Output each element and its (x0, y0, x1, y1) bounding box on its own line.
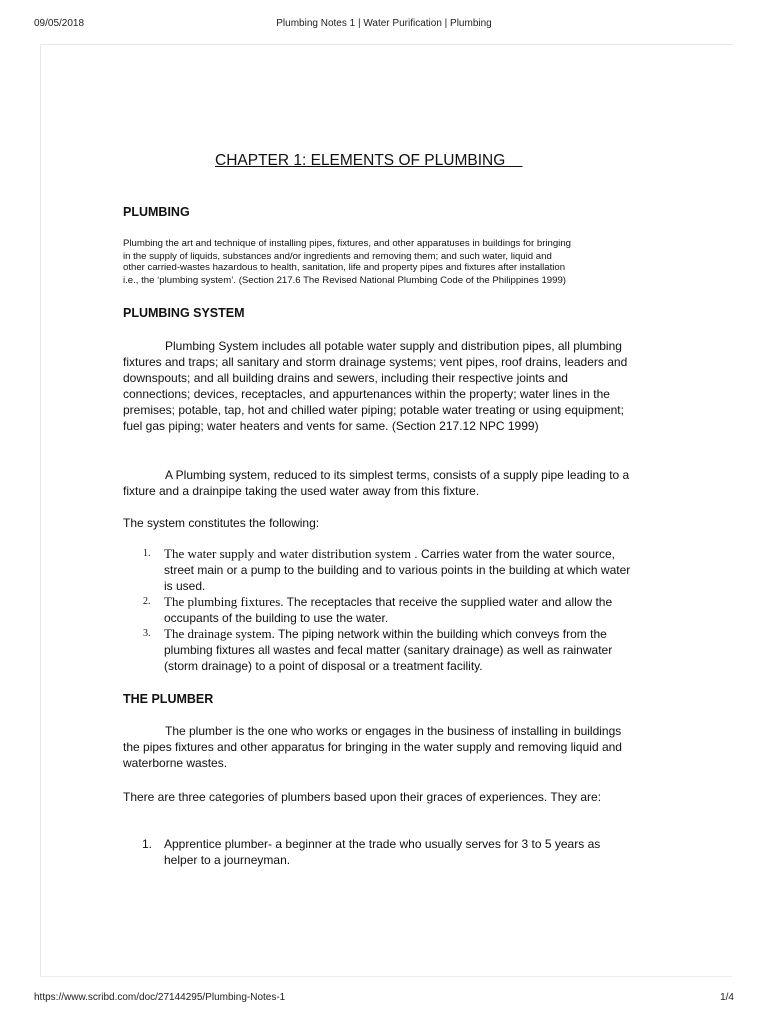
system-constitutes-text: The system constitutes the following: (123, 516, 320, 530)
chapter-title: CHAPTER 1: ELEMENTS OF PLUMBING (215, 152, 523, 169)
plumber-definition-paragraph: The plumber is the one who works or engages in the business of installing in buildings the pipes fixtures and other apparatus for bringing in the water supply and removing liquid and waterborne wastes. (123, 724, 622, 770)
system-components-list (123, 546, 633, 674)
list-text: The receptacles that receive the supplied water and allow the occupants of the building to use the water. (164, 595, 613, 625)
list-text: The piping network within the building which conveys from the plumbing fixtures all wastes and fecal matter (sanitary drainage) as well as rainwater (storm drainage) to a point of disposal or a treatment facility. (164, 627, 613, 673)
print-page-title: Plumbing Notes 1 | Water Purification | Plumbing (276, 18, 492, 29)
list-item (123, 836, 633, 868)
list-marker: 2. (143, 596, 151, 607)
list-item (123, 626, 633, 674)
plumber-categories-paragraph: There are three categories of plumbers based upon their graces of experiences. They are: (123, 790, 602, 804)
page-number: 1/4 (720, 992, 734, 1003)
list-item (123, 546, 633, 594)
definition-line: other carried-wastes hazardous to health, sanitation, life and property pipes and fixtures after installation (123, 262, 566, 273)
list-term: The drainage system. (164, 626, 275, 641)
list-marker: 1. (143, 548, 151, 559)
print-url: https://www.scribd.com/doc/27144295/Plumbing-Notes-1 (34, 992, 286, 1003)
heading-plumbing-system: PLUMBING SYSTEM (123, 306, 245, 320)
definition-line: i.e., the ‘plumbing system’. (Section 217.6 The Revised National Plumbing Code of the Philippines 1999) (123, 275, 566, 286)
list-item (123, 594, 633, 626)
simplest-terms-paragraph: A Plumbing system, reduced to its simplest terms, consists of a supply pipe leading to a fixture and a drainpipe taking the used water away from this fixture. (123, 468, 630, 498)
definition-line: Plumbing the art and technique of installing pipes, fixtures, and other apparatuses in buildings for bringing (123, 238, 571, 249)
print-footer (0, 992, 768, 1006)
list-marker: 1. (142, 837, 153, 851)
list-marker: 3. (143, 628, 151, 639)
list-text: Apprentice plumber- a beginner at the trade who usually serves for 3 to 5 years as helper to a journeyman. (164, 837, 601, 867)
page-divider (40, 976, 732, 977)
plumbing-system-paragraph: Plumbing System includes all potable water supply and distribution pipes, all plumbing fixtures and traps; all sanitary and storm drainage systems; vent pipes, roof drains, leaders and downspouts; and all building drains and sewers, including their respective joints and connections; devices, receptacles, and appurtenances within the property; water lines in the premises; potable, tap, hot and chilled water piping; potable water treating or using equipment; fuel gas piping; water heaters and vents for same. (Section 217.12 NPC 1999) (123, 339, 628, 433)
list-term: The water supply and water distribution system (164, 546, 411, 561)
list-term: The plumbing fixtures. (164, 594, 284, 609)
heading-the-plumber: THE PLUMBER (123, 692, 214, 706)
definition-line: in the supply of liquids, substances and/or ingredients and removing them; and such water, liquid and (123, 251, 552, 262)
list-text: . Carries water from the water source, street main or a pump to the building and to various points in the building at which water is used. (164, 547, 631, 593)
print-date: 09/05/2018 (34, 18, 85, 29)
plumbing-definition (123, 236, 633, 288)
heading-plumbing: PLUMBING (123, 205, 190, 219)
print-header (0, 18, 768, 32)
plumber-categories-list (123, 836, 633, 868)
